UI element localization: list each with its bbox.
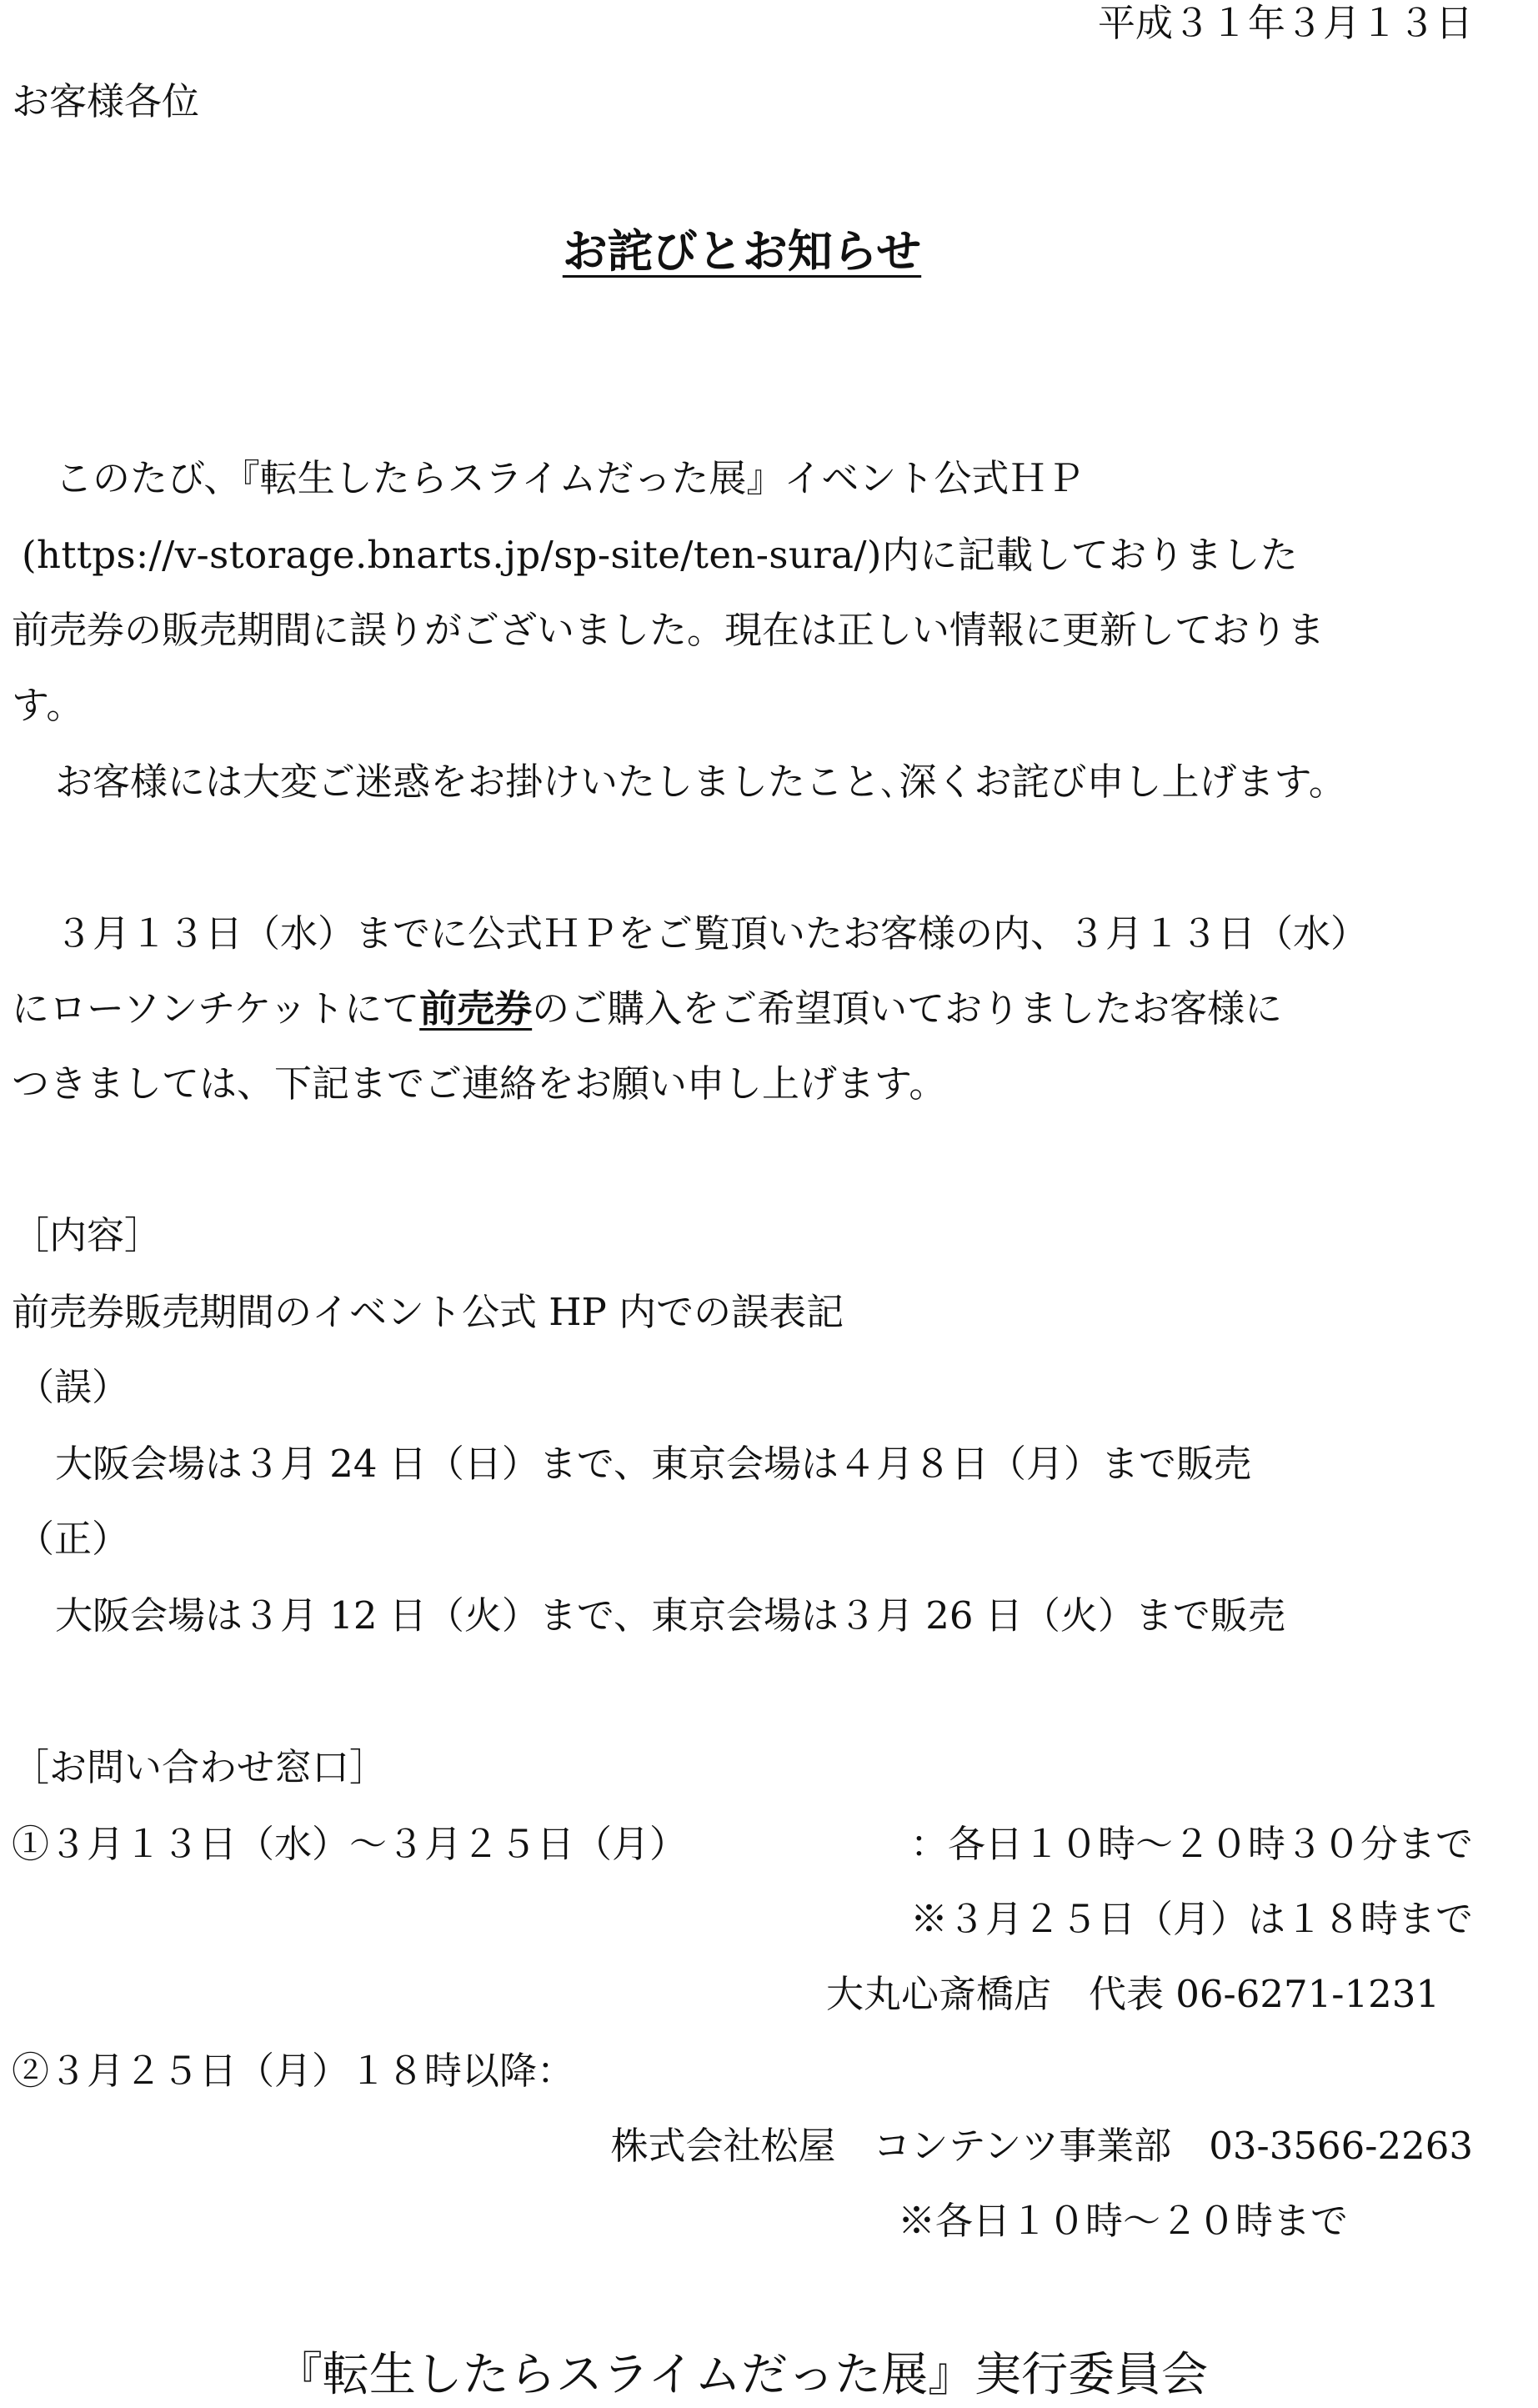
contact-item2-period: ②３月２５日（月）１８時以降： bbox=[12, 2049, 575, 2093]
notice-line: つきましては、下記までご連絡をお願い申し上げます。 bbox=[12, 1061, 947, 1106]
contact-item1-hours: ：各日１０時～２０時３０分まで bbox=[909, 1822, 1473, 1866]
intro-line: (https://v-storage.bnarts.jp/sp-site/ten-sura/)内に記載しておりました bbox=[22, 533, 1299, 577]
wrong-label: （誤） bbox=[17, 1365, 130, 1409]
contact-item2-note: ※各日１０時～２０時まで bbox=[897, 2199, 1348, 2243]
contact-item1-note: ※３月２５日（月）は１８時まで bbox=[909, 1897, 1473, 1941]
intro-line: す。 bbox=[12, 683, 84, 727]
contact-heading: ［お問い合わせ窓口］ bbox=[12, 1745, 388, 1789]
intro-line: このたび、『転生したらスライムだった展』イベント公式ＨＰ bbox=[55, 456, 1085, 500]
advance-ticket-emphasis: 前売券 bbox=[419, 986, 533, 1031]
notice-line bbox=[12, 986, 1282, 1032]
notice-line: ３月１３日（水）までに公式ＨＰをご覧頂いたお客様の内、３月１３日（水） bbox=[55, 911, 1369, 956]
notice-line-after: のご購入をご希望頂いておりましたお客様に bbox=[532, 986, 1283, 1031]
correct-text: 大阪会場は３月 12 日（火）まで、東京会場は３月 26 日（火）まで販売 bbox=[55, 1593, 1285, 1638]
contact-item2-org: 株式会社松屋 コンテンツ事業部 03-3566-2263 bbox=[610, 2124, 1473, 2168]
correct-label: （正） bbox=[17, 1517, 130, 1561]
document-date: 平成３１年３月１３日 bbox=[1097, 1, 1473, 45]
intro-line: 前売券の販売期間に誤りがございました。現在は正しい情報に更新しておりま bbox=[12, 608, 1325, 652]
intro-line: お客様には大変ご迷惑をお掛けいたしましたこと､深くお詫び申し上げます。 bbox=[55, 760, 1346, 804]
content-heading: ［内容］ bbox=[12, 1213, 163, 1257]
document-title: お詫びとお知らせ bbox=[562, 224, 922, 278]
addressee: お客様各位 bbox=[12, 79, 200, 123]
notice-line-before: にローソンチケットにて bbox=[12, 986, 420, 1031]
contact-item1-store: 大丸心斎橋店 代表 06-6271-1231 bbox=[825, 1972, 1440, 2016]
content-summary: 前売券販売期間のイベント公式 HP 内での誤表記 bbox=[12, 1290, 844, 1334]
committee-signature: 『転生したらスライムだった展』実行委員会 bbox=[275, 2348, 1209, 2402]
wrong-text: 大阪会場は３月 24 日（日）まで、東京会場は４月８日（月）まで販売 bbox=[55, 1442, 1251, 1486]
contact-item1-period: ①３月１３日（水）～３月２５日（月） bbox=[12, 1822, 688, 1866]
